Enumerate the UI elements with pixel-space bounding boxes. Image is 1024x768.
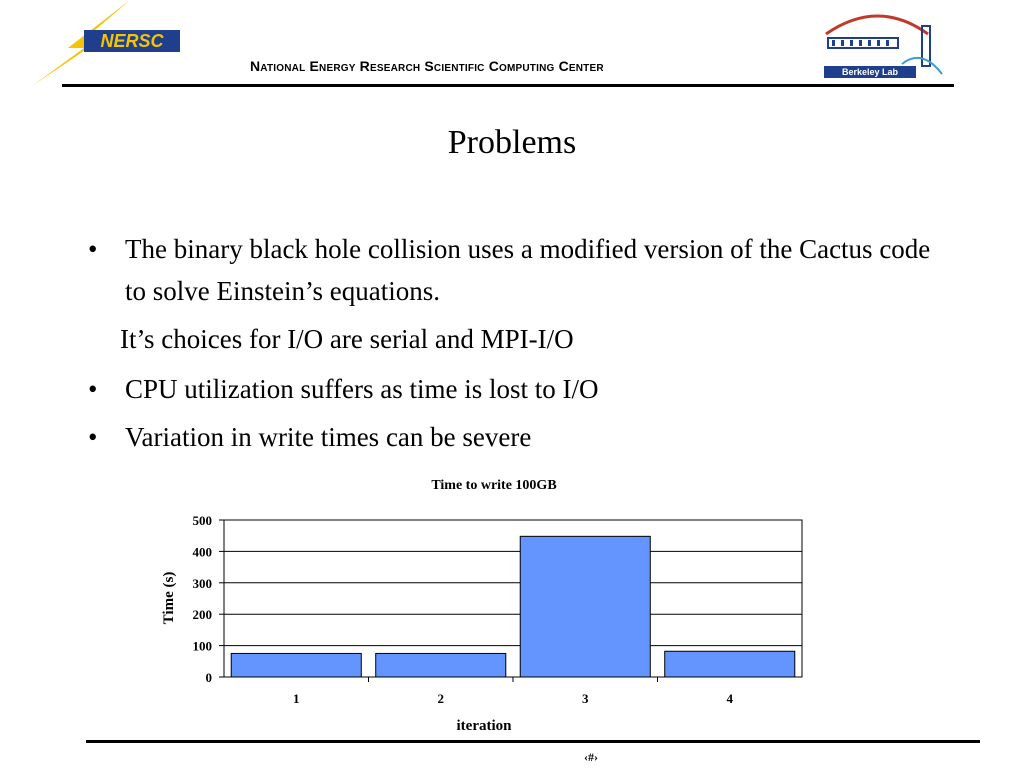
y-axis-ticks	[193, 513, 225, 685]
footer-rule	[86, 740, 980, 743]
bullet-text: The binary black hole collision uses a modified version of the Cactus code to solve Einstein’s equations.	[125, 234, 931, 306]
berkeley-lab-logo	[818, 4, 948, 84]
nersc-logo-text: NERSC	[100, 31, 164, 51]
y-axis-label: Time (s)	[161, 571, 177, 625]
y-tick-label: 400	[192, 544, 212, 560]
header-title: National Energy Research Scientific Computing Center	[250, 58, 604, 74]
bar	[376, 653, 506, 677]
lab-arc-icon	[826, 16, 928, 34]
x-tick-label: 1	[293, 691, 300, 706]
chart-gridlines	[224, 551, 802, 645]
y-tick-label: 100	[192, 638, 212, 654]
bar-chart	[150, 468, 830, 738]
bar	[520, 536, 650, 677]
y-tick-label: 0	[205, 670, 212, 685]
bullet-glyph: •	[88, 422, 98, 452]
bullet-continuation-text: It’s choices for I/O are serial and MPI-I/O	[120, 324, 574, 354]
x-axis-label: iteration	[456, 718, 512, 734]
x-tick-label: 3	[582, 691, 589, 706]
x-tick-label: 2	[437, 691, 444, 706]
bullet-item	[88, 228, 948, 312]
page-number: ‹#›	[584, 750, 598, 764]
x-tick-label: 4	[726, 691, 733, 706]
bar	[665, 651, 795, 677]
bar	[231, 653, 361, 677]
bullet-text: CPU utilization suffers as time is lost to I/O	[125, 374, 599, 404]
bullet-item	[88, 416, 948, 458]
bullet-item	[88, 368, 948, 410]
y-tick-label: 500	[192, 513, 212, 528]
slide-title: Problems	[447, 124, 577, 161]
bullet-glyph: •	[88, 234, 98, 264]
chart-bars	[231, 536, 795, 677]
chart-title: Time to write 100GB	[431, 478, 557, 493]
bullet-text: Variation in write times can be severe	[125, 422, 532, 452]
nersc-logo	[28, 0, 188, 90]
bullet-glyph: •	[88, 374, 98, 404]
y-tick-label: 300	[192, 575, 212, 591]
header-rule	[62, 84, 954, 87]
y-tick-label: 200	[192, 607, 212, 623]
lab-windows-icon	[832, 40, 889, 46]
x-axis-ticks	[293, 677, 734, 706]
lab-logo-text: Berkeley Lab	[841, 67, 899, 77]
